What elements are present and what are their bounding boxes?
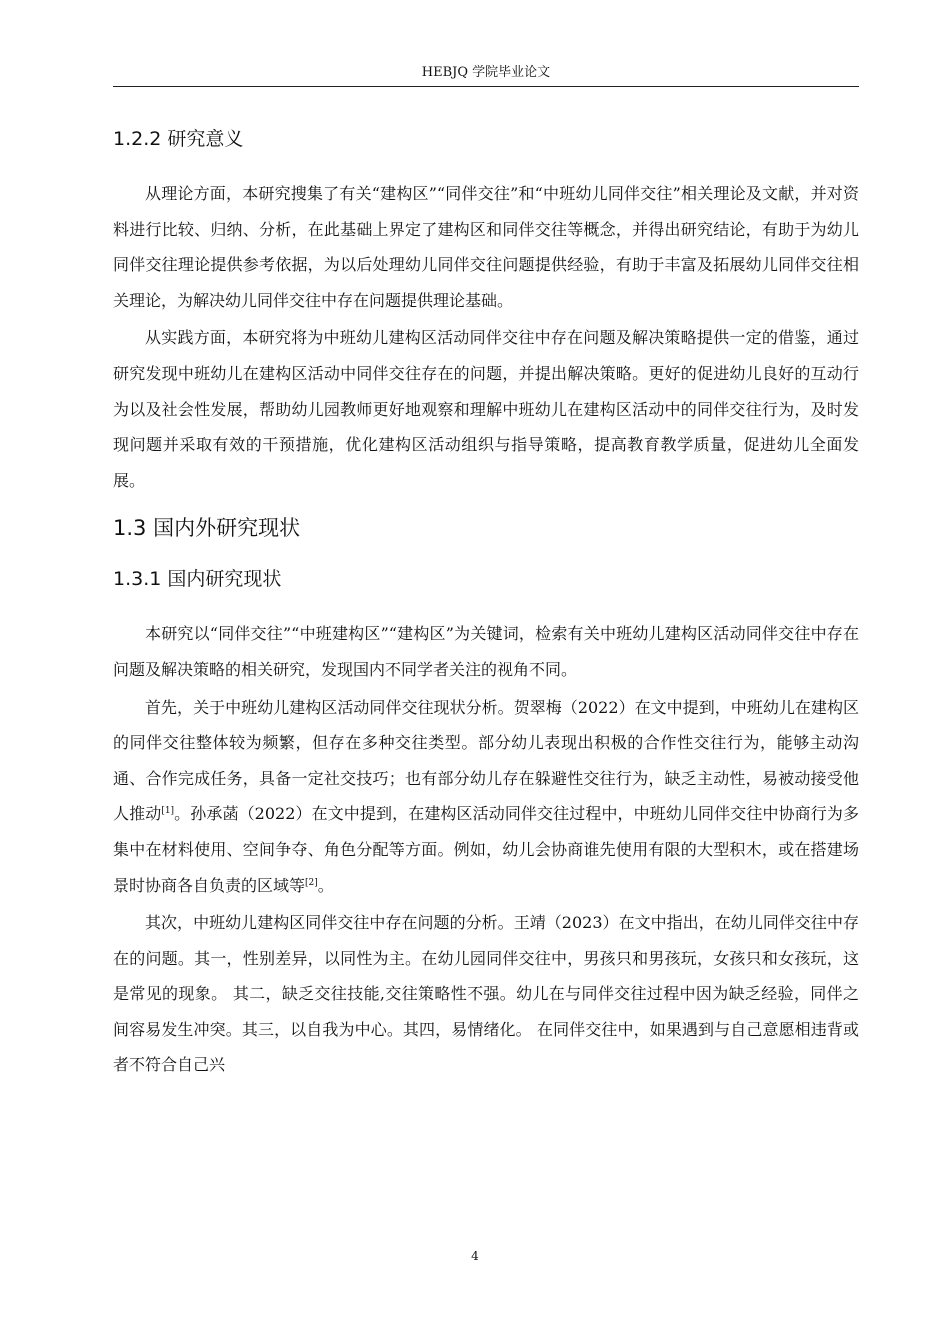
paragraph-theory: 从理论方面，本研究搜集了有关“建构区”“同伴交往”和“中班幼儿同伴交往”相关理论及文献，并对资料进行比较、归纳、分析，在此基础上界定了建构区和同伴交往等概念，并得出研究结论，有助于为幼儿同伴交往理论提供参考依据，为以后处理幼儿同伴交往问题提供经验，有助于丰富及拓展幼儿同伴交往相关理论，为解决幼儿同伴交往中存在问题提供理论基础。 (113, 184, 859, 310)
page-body (113, 116, 859, 1083)
paragraph-keywords: 本研究以“同伴交往”“中班建构区”“建构区”为关键词，检索有关中班幼儿建构区活动同伴交往中存在问题及解决策略的相关研究，发现国内不同学者关注的视角不同。 (113, 624, 859, 679)
paragraph-practice: 从实践方面，本研究将为中班幼儿建构区活动同伴交往中存在问题及解决策略提供一定的借鉴，通过研究发现中班幼儿在建构区活动中同伴交往存在的问题，并提出解决策略。更好的促进幼儿良好的互动行为以及社会性发展，帮助幼儿园教师更好地观察和理解中班幼儿在建构区活动中的同伴交往行为，及时发现问题并采取有效的干预措施，优化建构区活动组织与指导策略，提高教育教学质量，促进幼儿全面发展。 (113, 328, 859, 490)
running-header: HEBJQ 学院毕业论文 (421, 65, 551, 80)
paragraph-text: 。 (317, 875, 334, 895)
section-heading-1-2-2: 1.2.2 研究意义 (113, 128, 244, 150)
header-divider (113, 86, 859, 87)
paragraph-text: 首先，关于中班幼儿建构区活动同伴交往现状分析。贺翠梅（2022）在文中提到，中班幼儿在建构区的同伴交往整体较为频繁，但存在多种交往类型。部分幼儿表现出积极的合作性交往行为，能够主动沟通、合作完成任务，具备一定社交技巧；也有部分幼儿存在躲避性交往行为，缺乏主动性，易被动接受他人推动 (113, 697, 859, 824)
paragraph-text: 。孙承菡（2022）在文中提到，在建构区活动同伴交往过程中，中班幼儿同伴交往中协商行为多集中在材料使用、空间争夺、角色分配等方面。例如，幼儿会协商谁先使用有限的大型积木，或在搭建场景时协商各自负责的区域等 (113, 804, 859, 895)
page-number: 4 (471, 1249, 479, 1263)
section-heading-1-3-1: 1.3.1 国内研究现状 (113, 568, 282, 591)
section-heading-1-3: 1.3 国内外研究现状 (113, 516, 301, 541)
paragraph-current-status (113, 690, 859, 904)
citation-2: [2] (305, 877, 318, 888)
paragraph-problems: 其次，中班幼儿建构区同伴交往中存在问题的分析。王靖（2023）在文中指出，在幼儿同伴交往中存在的问题。其一，性别差异，以同性为主。在幼儿园同伴交往中，男孩只和男孩玩，女孩只和女孩玩，这是常见的现象。 其二，缺乏交往技能,交往策略性不强。幼儿在与同伴交往过程中因为缺乏经验，同伴之间容易发生冲突。其三，以自我为中心。其四，易情绪化。 在同伴交往中，如果遇到与自己意愿相违背或者不符合自己兴 (113, 913, 859, 1075)
citation-1: [1] (161, 806, 175, 817)
